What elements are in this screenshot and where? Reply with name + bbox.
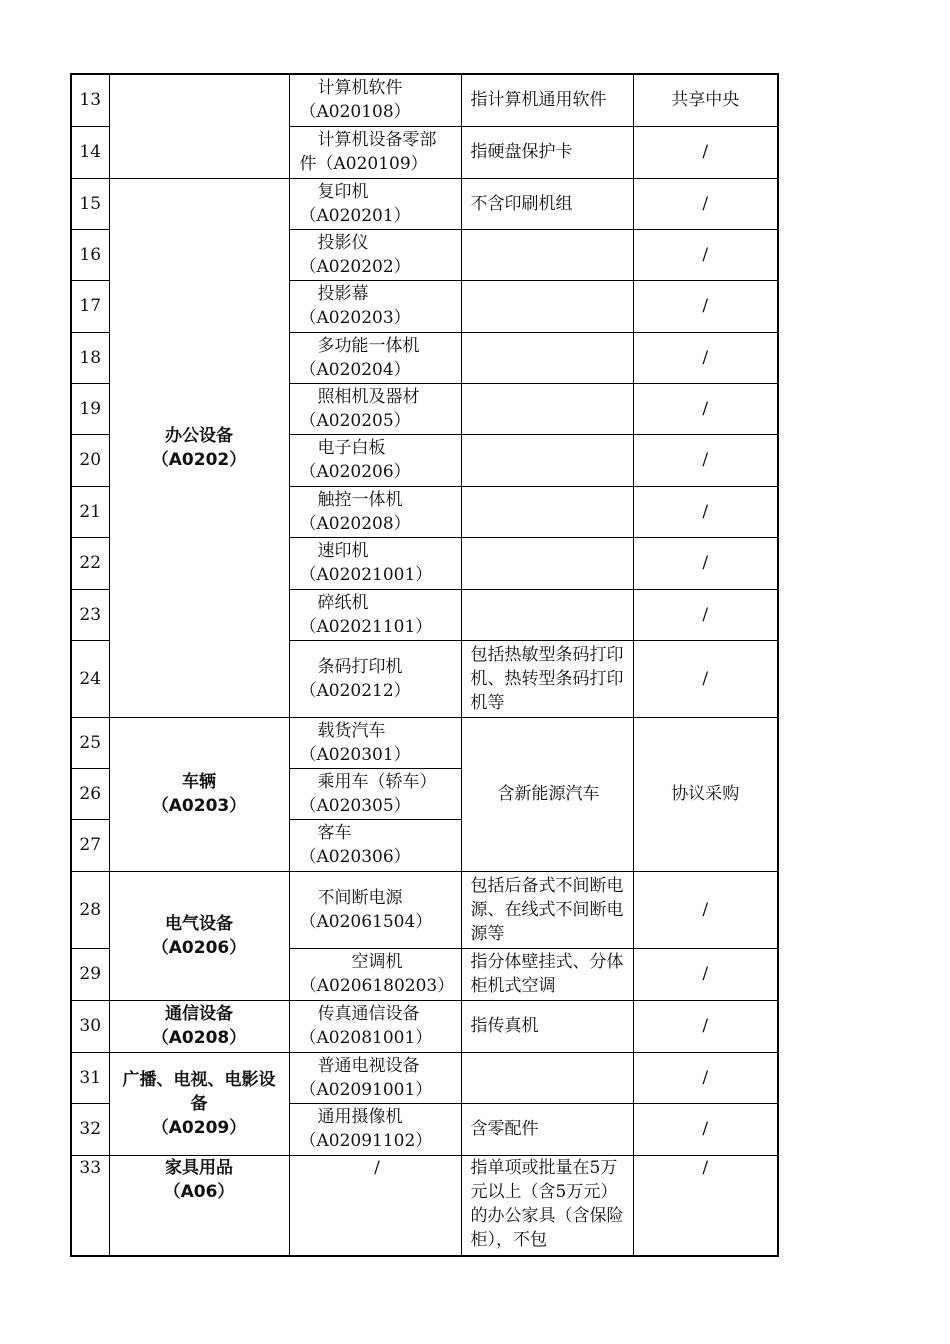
table-row <box>71 74 778 126</box>
desc-cell: 指计算机通用软件 <box>461 74 633 126</box>
table-row <box>71 178 778 229</box>
policy-cell: / <box>633 948 778 1000</box>
item-cell: 不间断电源 （A02061504） <box>289 871 461 948</box>
row-number: 15 <box>71 178 109 229</box>
desc-cell-vehicle: 含新能源汽车 <box>461 717 633 871</box>
policy-cell: / <box>633 1103 778 1155</box>
category-comm: 通信设备 （A0208） <box>109 1000 289 1052</box>
row-number: 25 <box>71 717 109 768</box>
item-cell: 电子白板 （A020206） <box>289 434 461 486</box>
row-number: 30 <box>71 1000 109 1052</box>
item-cell: / <box>289 1155 461 1256</box>
desc-cell: 指传真机 <box>461 1000 633 1052</box>
row-number: 20 <box>71 434 109 486</box>
item-cell: 空调机 （A0206180203） <box>289 948 461 1000</box>
desc-cell <box>461 434 633 486</box>
category-electric: 电气设备 （A0206） <box>109 871 289 1000</box>
row-number: 13 <box>71 74 109 126</box>
table-row <box>71 1155 778 1256</box>
row-number: 28 <box>71 871 109 948</box>
row-number: 33 <box>71 1155 109 1256</box>
row-number: 24 <box>71 640 109 717</box>
desc-cell <box>461 486 633 537</box>
policy-cell: / <box>633 229 778 280</box>
policy-cell: / <box>633 1000 778 1052</box>
item-cell: 乘用车（轿车） （A020305） <box>289 768 461 819</box>
category-office: 办公设备 （A0202） <box>109 178 289 717</box>
item-cell: 普通电视设备 （A02091001） <box>289 1052 461 1103</box>
item-cell: 客车 （A020306） <box>289 819 461 871</box>
row-number: 29 <box>71 948 109 1000</box>
desc-cell: 指单项或批量在5万元以上（含5万元）的办公家具（含保险柜），不包 <box>461 1155 633 1256</box>
policy-cell: / <box>633 640 778 717</box>
row-number: 18 <box>71 332 109 383</box>
desc-cell: 包括热敏型条码打印机、热转型条码打印机等 <box>461 640 633 717</box>
table-row <box>71 717 778 768</box>
policy-cell: / <box>633 383 778 434</box>
policy-cell: / <box>633 332 778 383</box>
desc-cell: 包括后备式不间断电源、在线式不间断电源等 <box>461 871 633 948</box>
policy-cell: / <box>633 434 778 486</box>
policy-cell: / <box>633 178 778 229</box>
row-number: 23 <box>71 589 109 640</box>
item-cell: 复印机 （A020201） <box>289 178 461 229</box>
item-cell: 载货汽车 （A020301） <box>289 717 461 768</box>
policy-cell: / <box>633 280 778 332</box>
item-cell: 速印机 （A02021001） <box>289 537 461 589</box>
category-cell-empty <box>109 74 289 178</box>
row-number: 14 <box>71 126 109 178</box>
row-number: 26 <box>71 768 109 819</box>
row-number: 21 <box>71 486 109 537</box>
desc-cell <box>461 280 633 332</box>
policy-cell: 共享中央 <box>633 74 778 126</box>
row-number: 32 <box>71 1103 109 1155</box>
item-cell: 投影幕 （A020203） <box>289 280 461 332</box>
policy-cell: / <box>633 871 778 948</box>
policy-cell: / <box>633 486 778 537</box>
desc-cell: 含零配件 <box>461 1103 633 1155</box>
item-cell: 照相机及器材 （A020205） <box>289 383 461 434</box>
item-cell: 计算机软件 （A020108） <box>289 74 461 126</box>
category-broadcast: 广播、电视、电影设备 （A0209） <box>109 1052 289 1155</box>
policy-cell-vehicle: 协议采购 <box>633 717 778 871</box>
table-row <box>71 1000 778 1052</box>
item-cell: 碎纸机 （A02021101） <box>289 589 461 640</box>
desc-cell: 指分体壁挂式、分体柜机式空调 <box>461 948 633 1000</box>
table-row <box>71 871 778 948</box>
row-number: 17 <box>71 280 109 332</box>
desc-cell <box>461 229 633 280</box>
procurement-table <box>70 73 779 1257</box>
item-cell: 触控一体机 （A020208） <box>289 486 461 537</box>
row-number: 27 <box>71 819 109 871</box>
item-cell: 计算机设备零部 件（A020109） <box>289 126 461 178</box>
desc-cell: 指硬盘保护卡 <box>461 126 633 178</box>
policy-cell: / <box>633 537 778 589</box>
desc-cell <box>461 383 633 434</box>
category-vehicle: 车辆 （A0203） <box>109 717 289 871</box>
desc-cell <box>461 589 633 640</box>
table-row <box>71 1052 778 1103</box>
desc-cell: 不含印刷机组 <box>461 178 633 229</box>
item-cell: 多功能一体机 （A020204） <box>289 332 461 383</box>
row-number: 16 <box>71 229 109 280</box>
item-cell: 通用摄像机 （A02091102） <box>289 1103 461 1155</box>
desc-cell <box>461 332 633 383</box>
policy-cell: / <box>633 589 778 640</box>
row-number: 22 <box>71 537 109 589</box>
desc-cell <box>461 1052 633 1103</box>
policy-cell: / <box>633 1155 778 1256</box>
row-number: 31 <box>71 1052 109 1103</box>
policy-cell: / <box>633 1052 778 1103</box>
item-cell: 条码打印机 （A020212） <box>289 640 461 717</box>
item-cell: 传真通信设备 （A02081001） <box>289 1000 461 1052</box>
row-number: 19 <box>71 383 109 434</box>
desc-cell <box>461 537 633 589</box>
category-furniture: 家具用品 （A06） <box>109 1155 289 1256</box>
policy-cell: / <box>633 126 778 178</box>
item-cell: 投影仪 （A020202） <box>289 229 461 280</box>
